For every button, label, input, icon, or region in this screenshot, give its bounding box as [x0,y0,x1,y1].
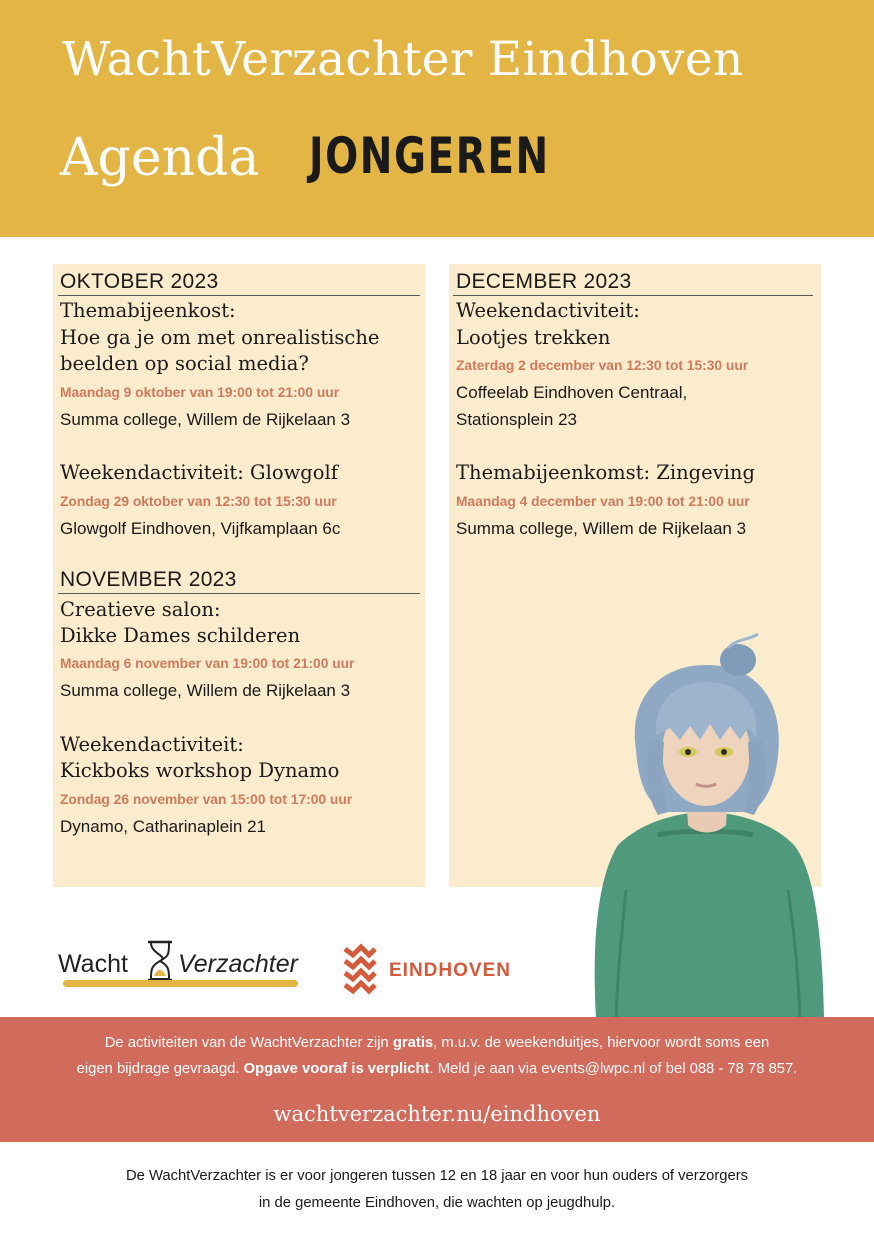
event-title: Weekendactiviteit: Glowgolf [60,461,338,484]
event-date: Maandag 4 december van 19:00 tot 21:00 uur [456,494,750,509]
event-title: Themabijeenkost: [60,299,236,322]
page-title: WachtVerzachter Eindhoven [62,32,744,87]
info-text: . Meld je aan via events@lwpc.nl of bel 088 - 78 78 857. [429,1061,798,1077]
event-location: Glowgolf Eindhoven, Vijfkamplaan 6c [60,519,341,538]
event-date: Maandag 9 oktober van 19:00 tot 21:00 uur [60,385,340,400]
month-divider [58,295,420,296]
footer-line-2: in de gemeente Eindhoven, die wachten op jeugdhulp. [258,1195,616,1211]
info-text-bold: gratis [392,1035,434,1051]
month-heading-oktober: OKTOBER 2023 [60,270,219,293]
info-band [0,1017,874,1142]
event-date: Maandag 6 november van 19:00 tot 21:00 uur [60,656,355,671]
logo-text-wacht: Wacht [58,950,128,978]
event-date: Zondag 29 oktober van 12:30 tot 15:30 uur [60,494,337,509]
logo-underline [63,980,298,987]
event-title: Weekendactiviteit: [456,299,640,322]
event-date: Zaterdag 2 december van 12:30 tot 15:30 uur [456,358,749,373]
info-line-1 [0,1035,874,1051]
event-date: Zondag 26 november van 15:00 tot 17:00 uur [60,792,353,807]
event-location: Summa college, Willem de Rijkelaan 3 [60,681,351,700]
event-location: Dynamo, Catharinaplein 21 [60,817,267,836]
logo-text-verzachter: Verzachter [178,950,298,978]
footer-line-1: De WachtVerzachter is er voor jongeren tussen 12 en 18 jaar en voor hun ouders of verzorgers [125,1168,749,1184]
month-heading-december: DECEMBER 2023 [456,270,632,293]
eindhoven-mark-icon [343,943,377,995]
event-location: Summa college, Willem de Rijkelaan 3 [60,410,351,429]
hourglass-icon [144,940,176,982]
month-heading-november: NOVEMBER 2023 [60,568,237,591]
audience-heading: JONGEREN [309,127,550,185]
info-text: , m.u.v. de weekenduitjes, hiervoor wordt soms een [433,1035,770,1051]
month-divider [453,295,813,296]
event-title: Kickboks workshop Dynamo [60,759,340,782]
logo-text-eindhoven: EINDHOVEN [389,960,511,981]
wachtverzachter-logo [58,938,303,993]
event-title: beelden op social media? [60,352,309,375]
event-title: Hoe ga je om met onrealistische [60,326,380,349]
event-location: Coffeelab Eindhoven Centraal, [456,383,688,402]
website-url: wachtverzachter.nu/eindhoven [273,1102,601,1126]
event-location: Summa college, Willem de Rijkelaan 3 [456,519,747,538]
month-divider [58,593,420,594]
agenda-heading: Agenda [60,128,260,188]
info-text: De activiteiten van de WachtVerzachter zijn [104,1035,393,1051]
event-location: Stationsplein 23 [456,410,577,429]
event-title: Lootjes trekken [456,326,611,349]
event-title: Creatieve salon: [60,598,221,621]
event-title: Themabijeenkomst: Zingeving [456,461,755,484]
event-title: Dikke Dames schilderen [60,624,301,647]
person-photo [588,630,824,1018]
info-line-2 [0,1061,874,1077]
header-banner [0,0,874,237]
info-text-bold: Opgave vooraf is verplicht [243,1061,430,1077]
info-text: eigen bijdrage gevraagd. [76,1061,244,1077]
eindhoven-logo [343,943,533,999]
event-title: Weekendactiviteit: [60,733,244,756]
